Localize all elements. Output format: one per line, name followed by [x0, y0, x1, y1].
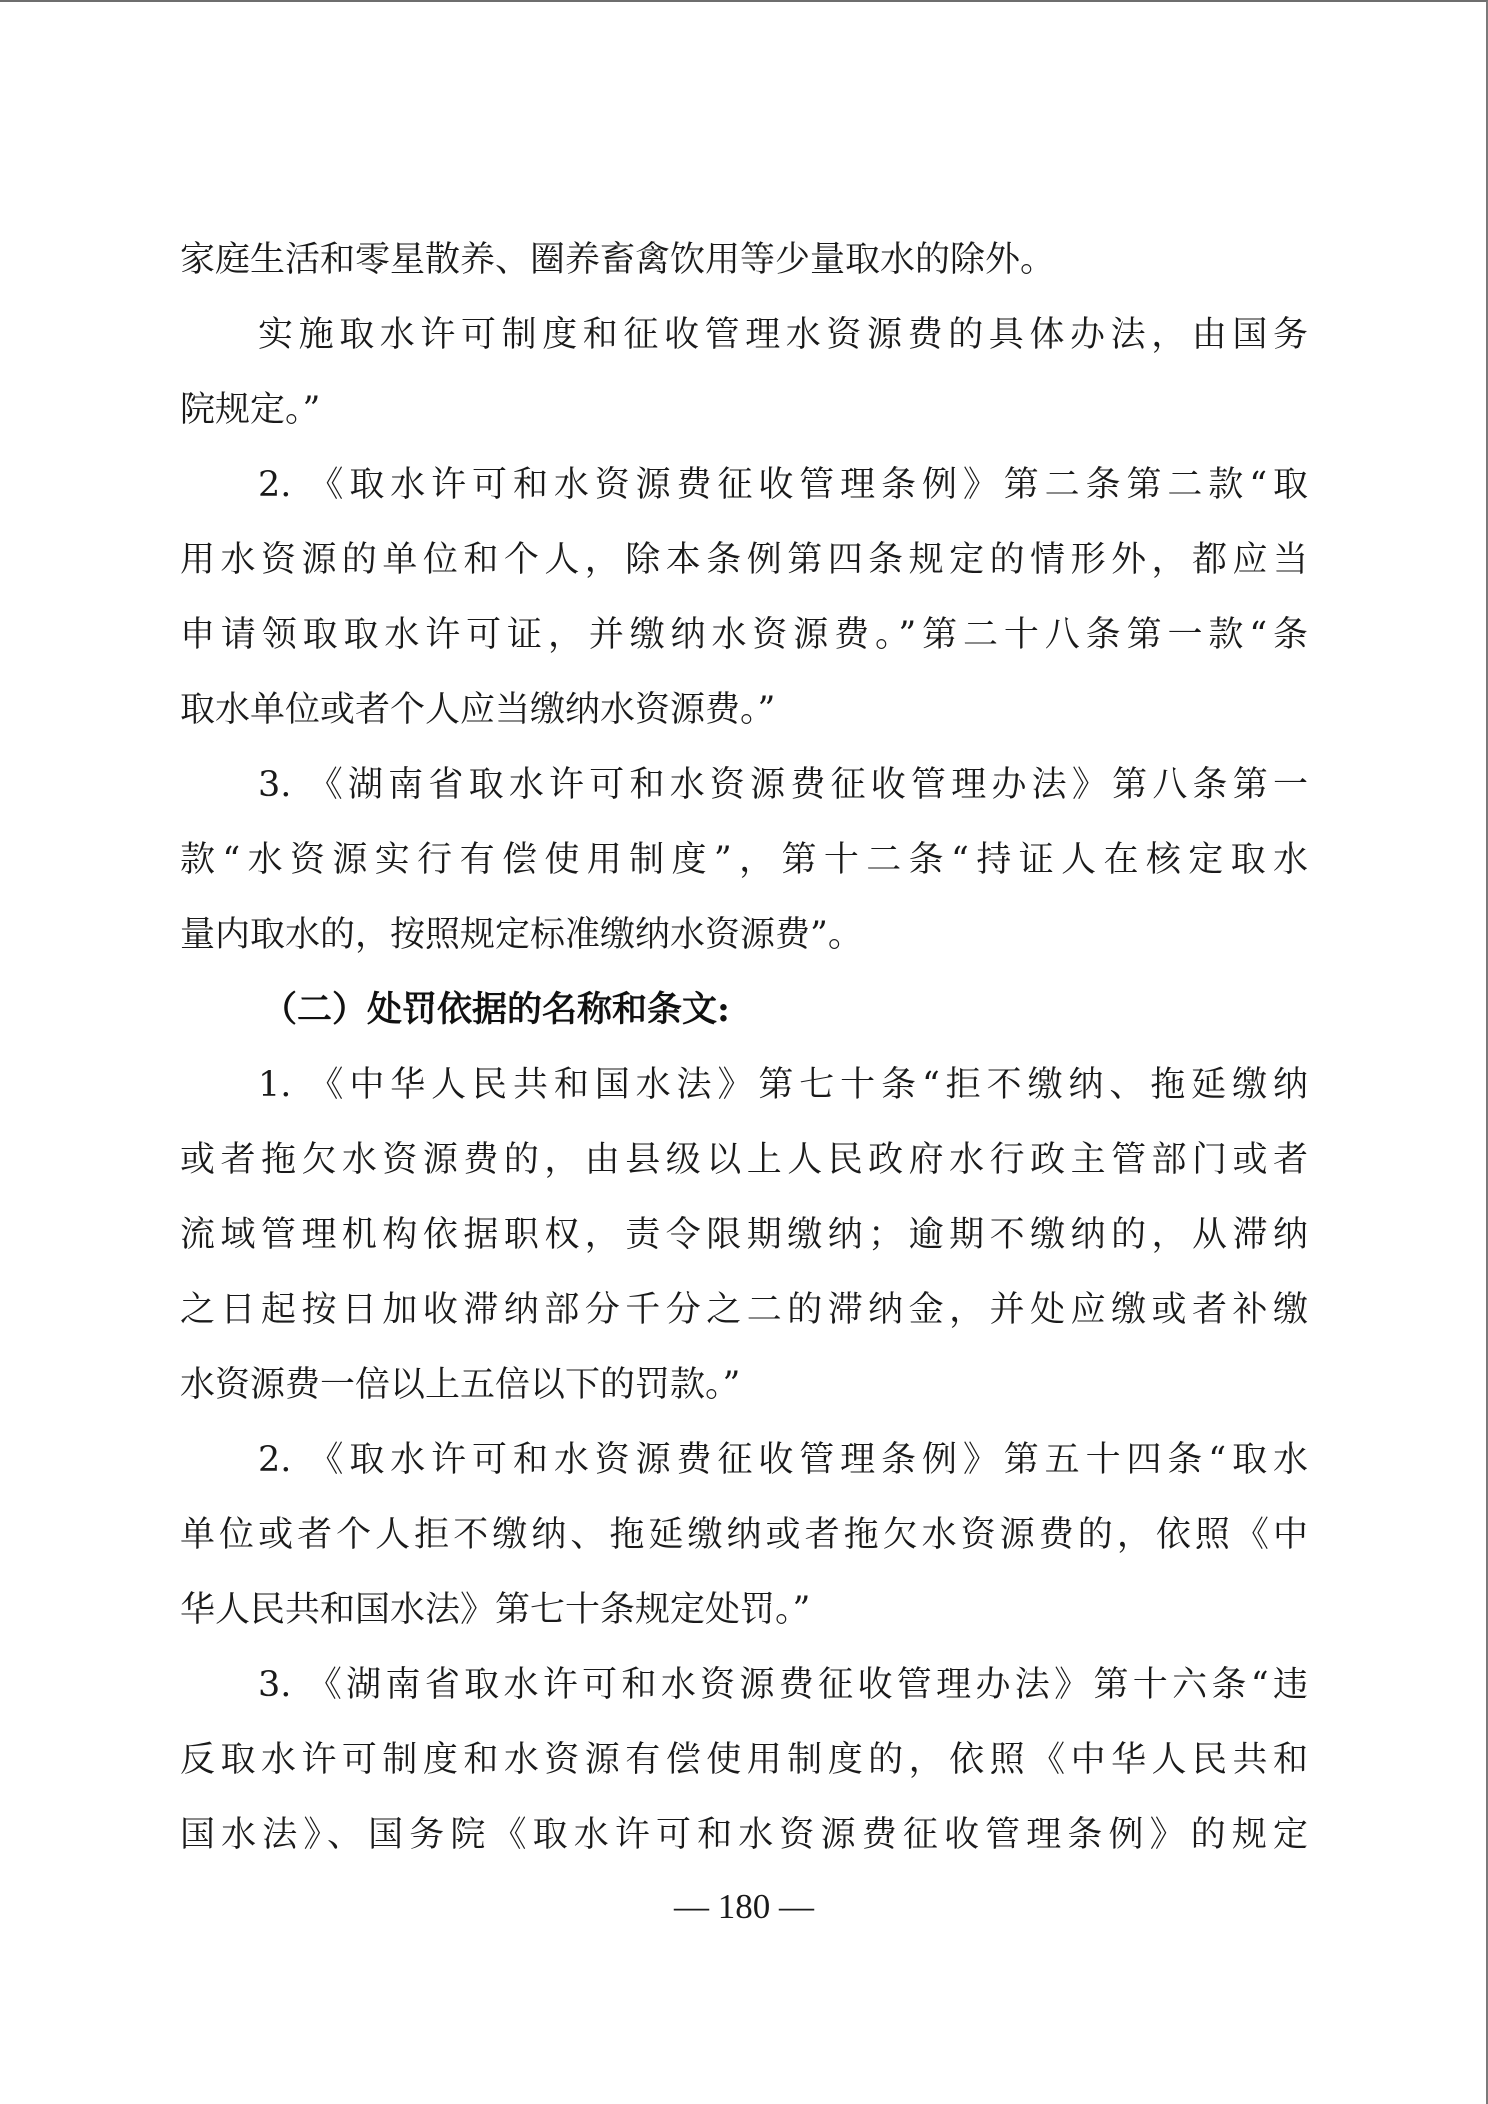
- text-line: 申请领取取水许可证，并缴纳水资源费。”第二十八条第一款“条: [180, 615, 1308, 655]
- text-line: 华人民共和国水法》第七十条规定处罚。”: [180, 1590, 811, 1630]
- text-line: 反取水许可制度和水资源有偿使用制度的，依照《中华人民共和: [180, 1740, 1308, 1780]
- text-line: 流域管理机构依据职权，责令限期缴纳；逾期不缴纳的，从滞纳: [180, 1215, 1308, 1255]
- text-line: 水资源费一倍以上五倍以下的罚款。”: [180, 1365, 741, 1405]
- section-heading: （二）处罚依据的名称和条文:: [262, 989, 730, 1030]
- text-line: 款“水资源实行有偿使用制度”，第十二条“持证人在核定取水: [180, 840, 1308, 880]
- text-line: 之日起按日加收滞纳部分千分之二的滞纳金，并处应缴或者补缴: [180, 1290, 1308, 1330]
- page-number: — 180 —: [674, 1887, 814, 1926]
- text-line: 国水法》、国务院《取水许可和水资源费征收管理条例》的规定: [180, 1815, 1308, 1855]
- text-line: 3. 《湖南省取水许可和水资源费征收管理办法》第十六条“违: [258, 1665, 1308, 1705]
- text-line: 用水资源的单位和个人，除本条例第四条规定的情形外，都应当: [180, 540, 1308, 580]
- text-line: 单位或者个人拒不缴纳、拖延缴纳或者拖欠水资源费的，依照《中: [180, 1515, 1308, 1555]
- text-line: 或者拖欠水资源费的，由县级以上人民政府水行政主管部门或者: [180, 1140, 1308, 1180]
- text-line: 2. 《取水许可和水资源费征收管理条例》第二条第二款“取: [258, 465, 1308, 505]
- text-line: 量内取水的，按照规定标准缴纳水资源费”。: [180, 915, 863, 955]
- text-line: 取水单位或者个人应当缴纳水资源费。”: [180, 690, 776, 730]
- text-line: 家庭生活和零星散养、圈养畜禽饮用等少量取水的除外。: [180, 240, 1056, 280]
- text-line: 实施取水许可制度和征收管理水资源费的具体办法，由国务: [258, 315, 1308, 355]
- text-line: 院规定。”: [180, 390, 321, 430]
- text-line: 2. 《取水许可和水资源费征收管理条例》第五十四条“取水: [258, 1440, 1308, 1480]
- text-line: 3. 《湖南省取水许可和水资源费征收管理办法》第八条第一: [258, 765, 1308, 805]
- text-line: 1. 《中华人民共和国水法》第七十条“拒不缴纳、拖延缴纳: [258, 1065, 1308, 1105]
